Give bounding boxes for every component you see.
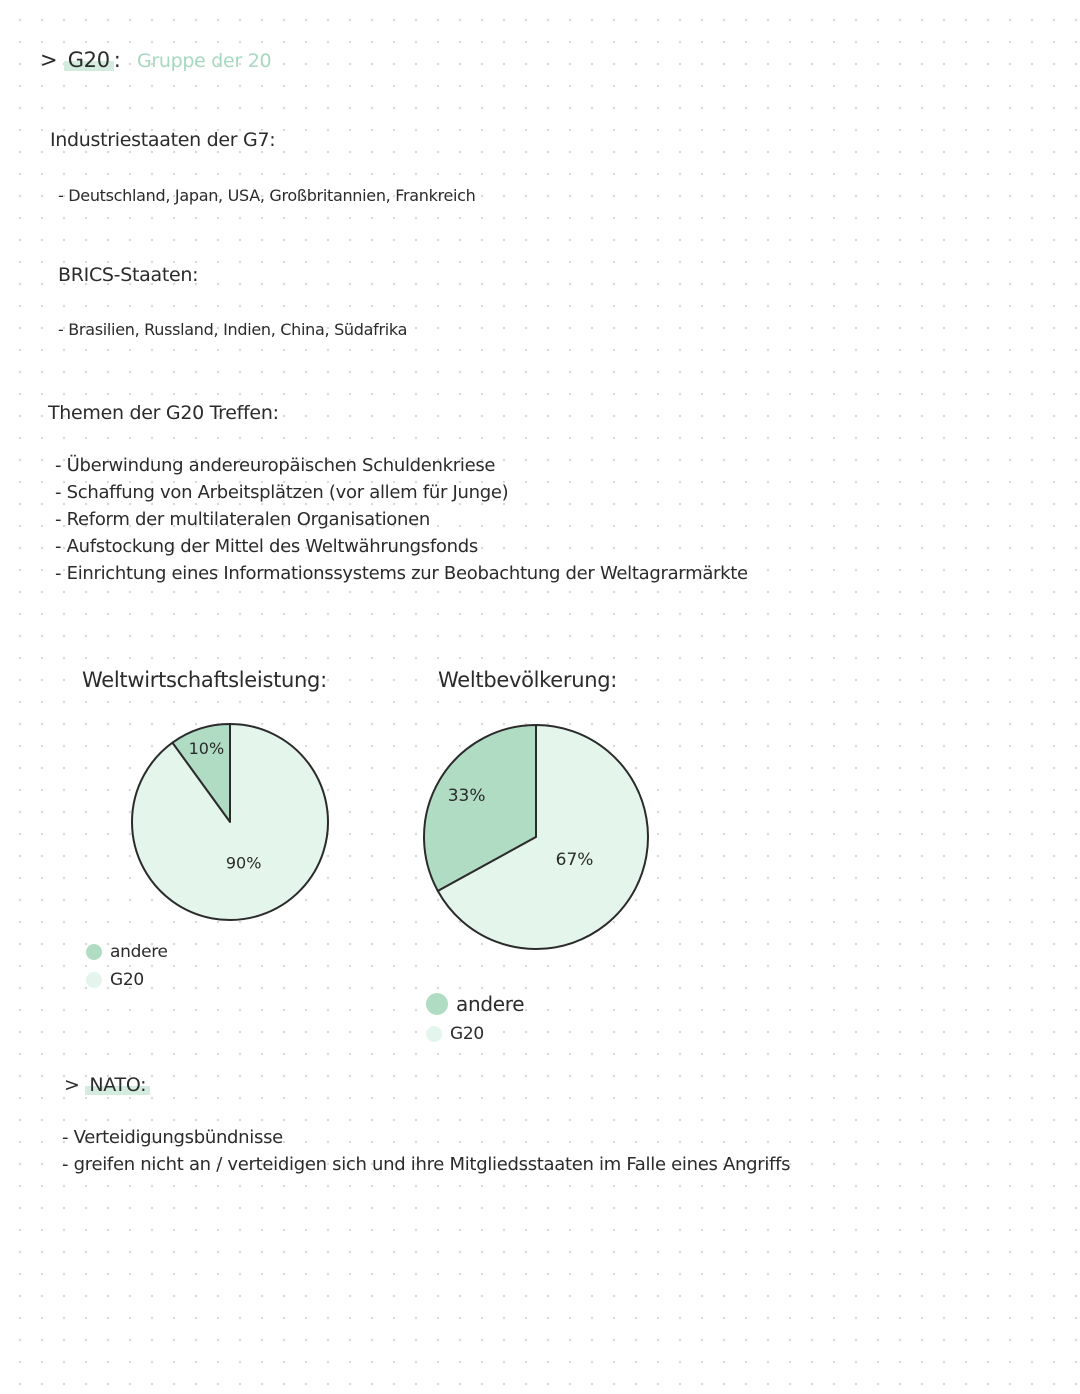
- g7-list: [58, 186, 476, 205]
- legend-swatch-andere: [426, 993, 448, 1015]
- chart2-title: Weltbevölkerung:: [438, 668, 618, 692]
- nato-prefix: >: [64, 1074, 80, 1096]
- legend-item-andere: [86, 938, 168, 966]
- legend-label: andere: [456, 992, 525, 1016]
- list-item: - Deutschland, Japan, USA, Großbritannien, Frankreich: [58, 186, 476, 205]
- legend-label: G20: [110, 970, 144, 990]
- page-subtitle: Gruppe der 20: [136, 50, 272, 72]
- legend-swatch-g20: [426, 1026, 442, 1042]
- legend-item-andere: [426, 988, 524, 1020]
- list-item: - Reform der multilateralen Organisationen: [55, 509, 430, 530]
- g7-heading: Industriestaaten der G7:: [50, 129, 276, 151]
- nato-heading: [64, 1074, 150, 1096]
- list-item: - Einrichtung eines Informationssystems zur Beobachtung der Weltagrarmärkte: [55, 563, 748, 584]
- list-item: - Aufstockung der Mittel des Weltwährungsfonds: [55, 536, 478, 557]
- themes-list: [55, 452, 748, 587]
- pie-value-label: 67%: [555, 849, 594, 870]
- brics-list: [58, 320, 407, 339]
- chart2-legend: [426, 988, 524, 1048]
- pie-value-label: 33%: [447, 785, 486, 806]
- chart1-legend: [86, 938, 168, 994]
- legend-label: G20: [450, 1024, 484, 1044]
- list-item: - greifen nicht an / verteidigen sich und ihre Mitgliedsstaaten im Falle eines Angriffs: [62, 1154, 791, 1175]
- themes-heading: Themen der G20 Treffen:: [48, 402, 279, 424]
- legend-label: andere: [110, 942, 168, 962]
- legend-item-g20: [426, 1020, 524, 1048]
- pie-slice-g20: [132, 724, 328, 920]
- pie-value-label: 10%: [188, 738, 225, 758]
- list-item: - Schaffung von Arbeitsplätzen (vor allem für Junge): [55, 482, 509, 503]
- legend-swatch-andere: [86, 944, 102, 960]
- legend-swatch-g20: [86, 972, 102, 988]
- title-separator: :: [113, 48, 121, 72]
- list-item: - Brasilien, Russland, Indien, China, Südafrika: [58, 320, 408, 339]
- pie-value-label: 90%: [225, 853, 262, 873]
- legend-item-g20: [86, 966, 168, 994]
- chart1-title: Weltwirtschaftsleistung:: [82, 668, 327, 692]
- list-item: - Überwindung andereuropäischen Schuldenkriese: [55, 455, 496, 476]
- nato-title: NATO:: [85, 1074, 150, 1096]
- title-text: G20: [64, 48, 114, 72]
- title-prefix: >: [40, 48, 58, 72]
- list-item: - Verteidigungsbündnisse: [62, 1127, 283, 1148]
- nato-list: [62, 1124, 790, 1178]
- page-title: [40, 48, 271, 72]
- chart2-pie: [410, 716, 660, 966]
- chart1-pie: [120, 712, 340, 932]
- brics-heading: BRICS-Staaten:: [58, 264, 199, 286]
